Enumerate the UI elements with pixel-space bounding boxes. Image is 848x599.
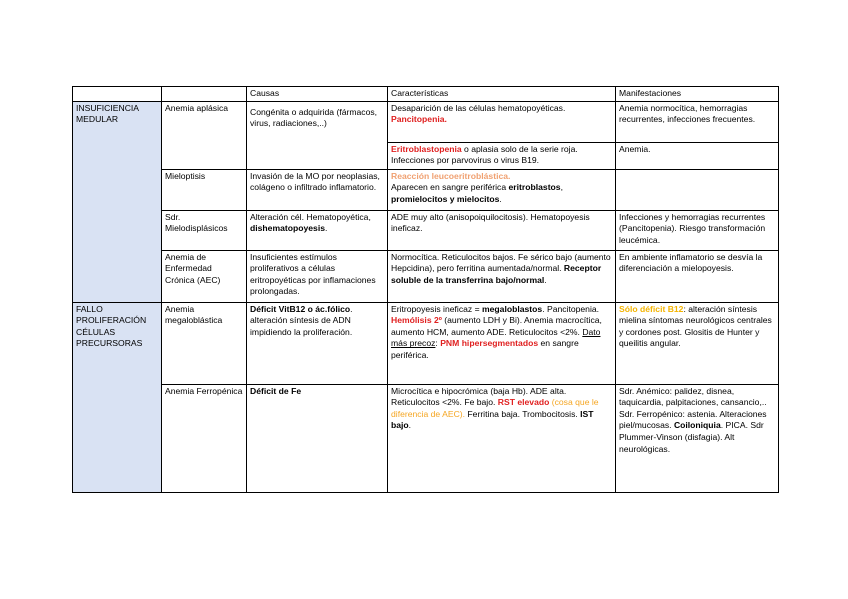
megaloblastica-causas-bold: Déficit VitB12 o ác.fólico <box>250 303 351 314</box>
row-aplasica-1 <box>73 101 779 142</box>
aplasica-car2-red: Eritroblastopenia <box>391 143 462 154</box>
mielodisplasicos-causas <box>247 210 388 250</box>
header-blank <box>73 87 162 102</box>
ferropenica-car-red: RST elevado <box>497 397 550 408</box>
anemia-table <box>72 86 779 493</box>
disease-megaloblastica: Anemia megaloblástica <box>162 302 247 384</box>
mieloptisis-car-text-3: . <box>499 193 502 204</box>
disease-aec: Anemia de Enfermedad Crónica (AEC) <box>162 250 247 302</box>
ferropenica-caracteristicas <box>388 384 616 492</box>
aplasica-causas: Congénita o adquirida (fármacos, virus, radiaciones,..) <box>247 101 388 169</box>
mielodisplasicos-manifestaciones: Infecciones y hemorragias recurrentes (Pancitopenia). Riesgo transformación leucémica. <box>616 210 779 250</box>
mielodisplasicos-causas-end: . <box>324 223 328 234</box>
megaloblastica-car-b1: megaloblastos <box>482 303 543 314</box>
ferropenica-car-t3: . <box>408 420 412 431</box>
mieloptisis-car-bold-2: promielocitos y mielocitos <box>391 193 500 204</box>
megaloblastica-car-underline: Dato más precoz <box>391 326 601 349</box>
row-megaloblastica <box>73 302 779 384</box>
row-mielodisplasicos <box>73 210 779 250</box>
megaloblastica-man-yellow: Sólo déficit B12 <box>619 303 684 314</box>
aplasica-manifestaciones-1: Anemia normocítica, hemorragias recurrentes, infecciones frecuentes. <box>616 101 779 142</box>
ferropenica-car-bold: IST bajo <box>391 408 594 431</box>
megaloblastica-man-text: : alteración síntesis mielina síntomas neurológicos centrales y cordones post. Glositis de Hunter y queilitis angular. <box>619 303 772 349</box>
ferropenica-car-orange: (cosa que le diferencia de AEC). <box>391 397 599 419</box>
aplasica-car1-red: Pancitopenia. <box>391 114 447 125</box>
aec-car-end: . <box>544 274 547 285</box>
aec-causas: Insuficientes estímulos proliferativos a células eritropoyéticas por inflamaciones prolongadas. <box>247 250 388 302</box>
header-row <box>73 87 779 102</box>
mieloptisis-causas: Invasión de la MO por neoplasias, colágeno o infiltrado inflamatorio. <box>247 169 388 210</box>
ferropenica-car-t2: Ferritina baja. Trombocitosis. <box>465 408 581 419</box>
mieloptisis-car-salmon: Reacción leucoeritroblástica. <box>391 170 511 181</box>
ferropenica-man-t2: . PICA. Sdr Plummer-Vinson (disfagia). Alt neurológicas. <box>619 420 764 454</box>
ferropenica-causas <box>247 384 388 492</box>
group-fallo-proliferacion: FALLO PROLIFERACIÓN CÉLULAS PRECURSORAS <box>73 302 162 492</box>
mieloptisis-manifestaciones <box>616 169 779 210</box>
row-ferropenica <box>73 384 779 492</box>
header-blank-2 <box>162 87 247 102</box>
megaloblastica-causas-text: . alteración síntesis de ADN impidiendo la proliferación. <box>250 303 353 337</box>
mielodisplasicos-causas-bold: dishematopoyesis <box>250 223 325 234</box>
megaloblastica-car-red1: Hemólisis 2º <box>391 315 442 326</box>
aec-car-bold: Receptor soluble de la transferrina bajo/normal <box>391 263 602 285</box>
disease-ferropenica: Anemia Ferropénica <box>162 384 247 492</box>
ferropenica-man-t1: Sdr. Anémico: palidez, disnea, taquicardia, palpitaciones, cansancio,.. Sdr. Ferropénico: astenia. Alteraciones piel/mucosas. <box>619 385 767 431</box>
header-caracteristicas: Características <box>388 87 616 102</box>
megaloblastica-car-t4: : <box>435 338 441 349</box>
megaloblastica-car-t5: en sangre periférica. <box>391 338 579 360</box>
ferropenica-car-t1: Microcítica e hipocrómica (baja Hb). ADE alta. Reticulocitos <2%. Fe bajo. <box>391 385 567 408</box>
megaloblastica-car-t1: Eritropoyesis ineficaz = <box>391 303 482 314</box>
aec-car-text: Normocítica. Reticulocitos bajos. Fe sérico bajo (aumento Hepcidina), pero ferritina aumentada/normal. <box>391 251 611 274</box>
megaloblastica-car-red2: PNM hipersegmentados <box>440 338 539 349</box>
megaloblastica-car-t3: (aumento LDH y Bi). Anemia macrocítica, aumento HCM, aumento ADE. Reticulocitos <2%. <box>391 315 602 337</box>
aec-manifestaciones: En ambiente inflamatorio se desvía la diferenciación a mielopoyesis. <box>616 250 779 302</box>
aplasica-caracteristicas-1 <box>388 101 616 142</box>
mieloptisis-car-bold-1: eritroblastos <box>508 182 561 193</box>
mieloptisis-car-text-2: , <box>560 182 563 193</box>
aplasica-manifestaciones-2: Anemia. <box>616 142 779 169</box>
ferropenica-man-bold: Coiloniquia <box>673 420 721 431</box>
mielodisplasicos-causas-text: Alteración cél. Hematopoyética, <box>250 211 371 222</box>
megaloblastica-causas <box>247 302 388 384</box>
aplasica-car2-text: o aplasia solo de la serie roja. Infecciones por parvovirus o virus B19. <box>391 143 578 166</box>
ferropenica-causas-bold: Déficit de Fe <box>250 385 302 396</box>
mielodisplasicos-caracteristicas: ADE muy alto (anisopoiquilocitosis). Hematopoyesis ineficaz. <box>388 210 616 250</box>
aplasica-caracteristicas-2 <box>388 142 616 169</box>
ferropenica-manifestaciones <box>616 384 779 492</box>
disease-mielodisplasicos: Sdr. Mielodisplásicos <box>162 210 247 250</box>
megaloblastica-car-t2: . Pancitopenia. <box>542 303 600 314</box>
disease-mieloptisis: Mieloptisis <box>162 169 247 210</box>
mieloptisis-caracteristicas <box>388 169 616 210</box>
header-manifestaciones: Manifestaciones <box>616 87 779 102</box>
aplasica-car1-text: Desaparición de las células hematopoyéticas. <box>391 102 566 113</box>
row-aec <box>73 250 779 302</box>
group-insuficiencia-medular: INSUFICIENCIA MEDULAR <box>73 101 162 302</box>
mieloptisis-car-text-1: Aparecen en sangre periférica <box>391 182 509 193</box>
megaloblastica-caracteristicas <box>388 302 616 384</box>
row-mieloptisis <box>73 169 779 210</box>
disease-anemia-aplasica: Anemia aplásica <box>162 101 247 169</box>
aec-caracteristicas <box>388 250 616 302</box>
megaloblastica-manifestaciones <box>616 302 779 384</box>
header-causas: Causas <box>247 87 388 102</box>
